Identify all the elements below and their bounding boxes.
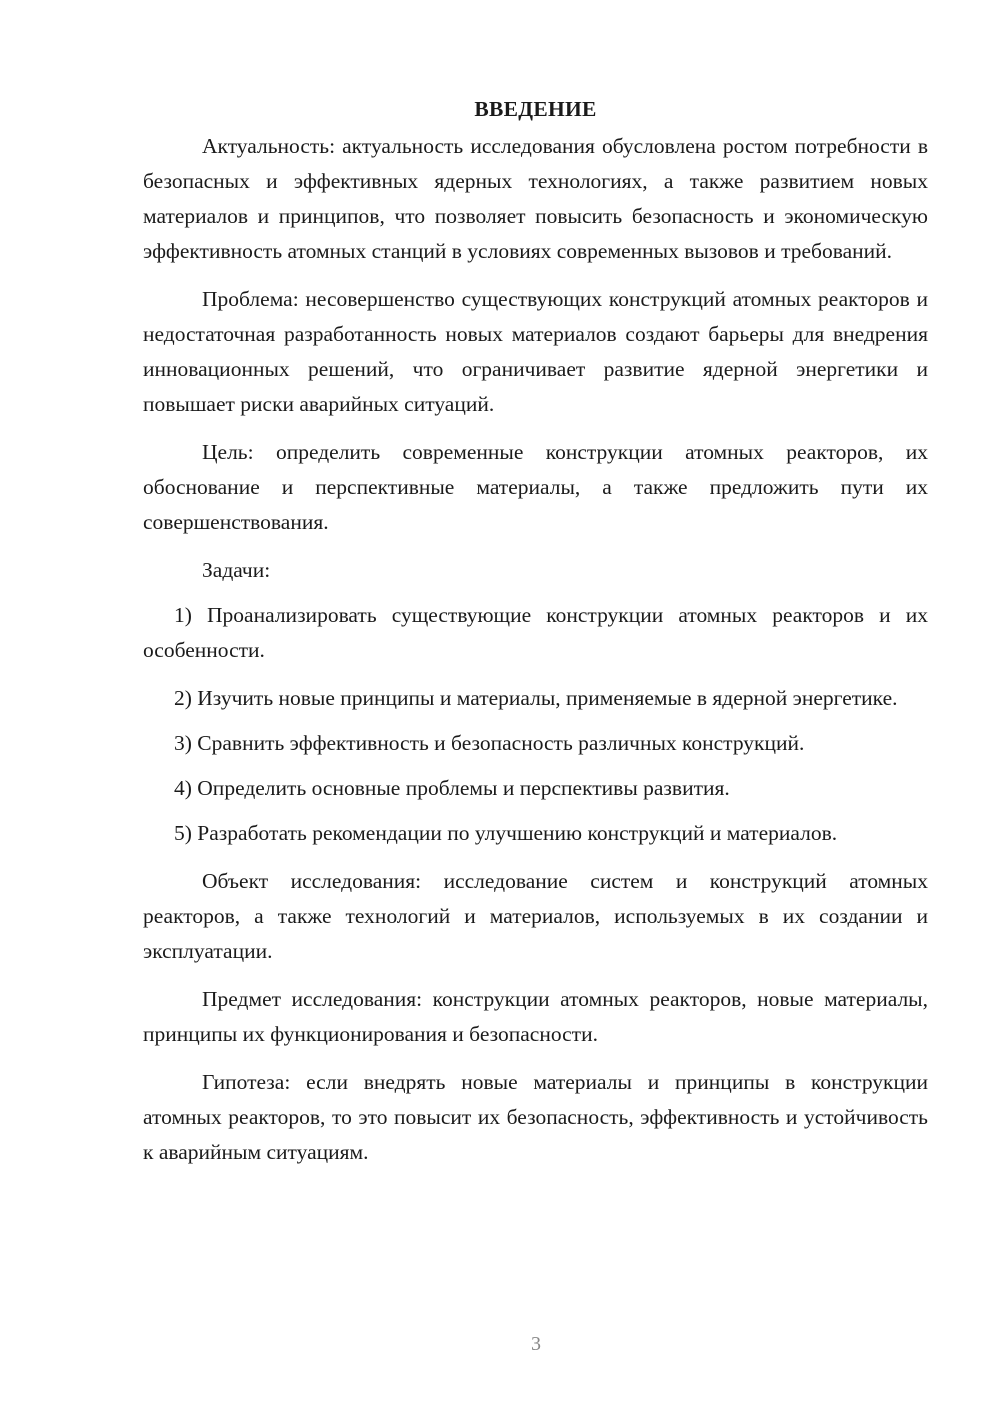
problem-paragraph: Проблема: несовершенство существующих конструкций атомных реакторов и недостаточная разработанность новых материалов создают барьеры для внедрения инновационных решений, что ограничивает развитие ядерной энергетики и повышает риски аварийных ситуаций.: [143, 287, 928, 416]
section-title: ВВЕДЕНИЕ: [474, 97, 597, 121]
task-item-5: 5) Разработать рекомендации по улучшению конструкций и материалов.: [174, 821, 838, 845]
task-item-3: 3) Сравнить эффективность и безопасность различных конструкций.: [174, 731, 805, 755]
object-paragraph: Объект исследования: исследование систем и конструкций атомных реакторов, а также технологий и материалов, используемых в их создании и эксплуатации.: [143, 869, 928, 963]
goal-paragraph: Цель: определить современные конструкции атомных реакторов, их обоснование и перспективные материалы, а также предложить пути их совершенствования.: [143, 440, 928, 534]
page-number: 3: [531, 1333, 541, 1355]
relevance-paragraph: Актуальность: актуальность исследования обусловлена ростом потребности в безопасных и эффективных ядерных технологиях, а также развитием новых материалов и принципов, что позволяет повысить безопасность и экономическую эффективность атомных станций в условиях современных вызовов и требований.: [143, 134, 928, 263]
task-item-1: 1) Проанализировать существующие конструкции атомных реакторов и их особенности.: [143, 603, 928, 662]
task-item-4: 4) Определить основные проблемы и перспективы развития.: [174, 776, 730, 800]
task-item-2: 2) Изучить новые принципы и материалы, применяемые в ядерной энергетике.: [174, 686, 898, 710]
document-page: [143, 92, 928, 1170]
tasks-heading: Задачи:: [202, 558, 271, 582]
hypothesis-paragraph: Гипотеза: если внедрять новые материалы и принципы в конструкции атомных реакторов, то это повысит их безопасность, эффективность и устойчивость к аварийным ситуациям.: [143, 1070, 928, 1164]
subject-paragraph: Предмет исследования: конструкции атомных реакторов, новые материалы, принципы их функционирования и безопасности.: [143, 987, 928, 1046]
